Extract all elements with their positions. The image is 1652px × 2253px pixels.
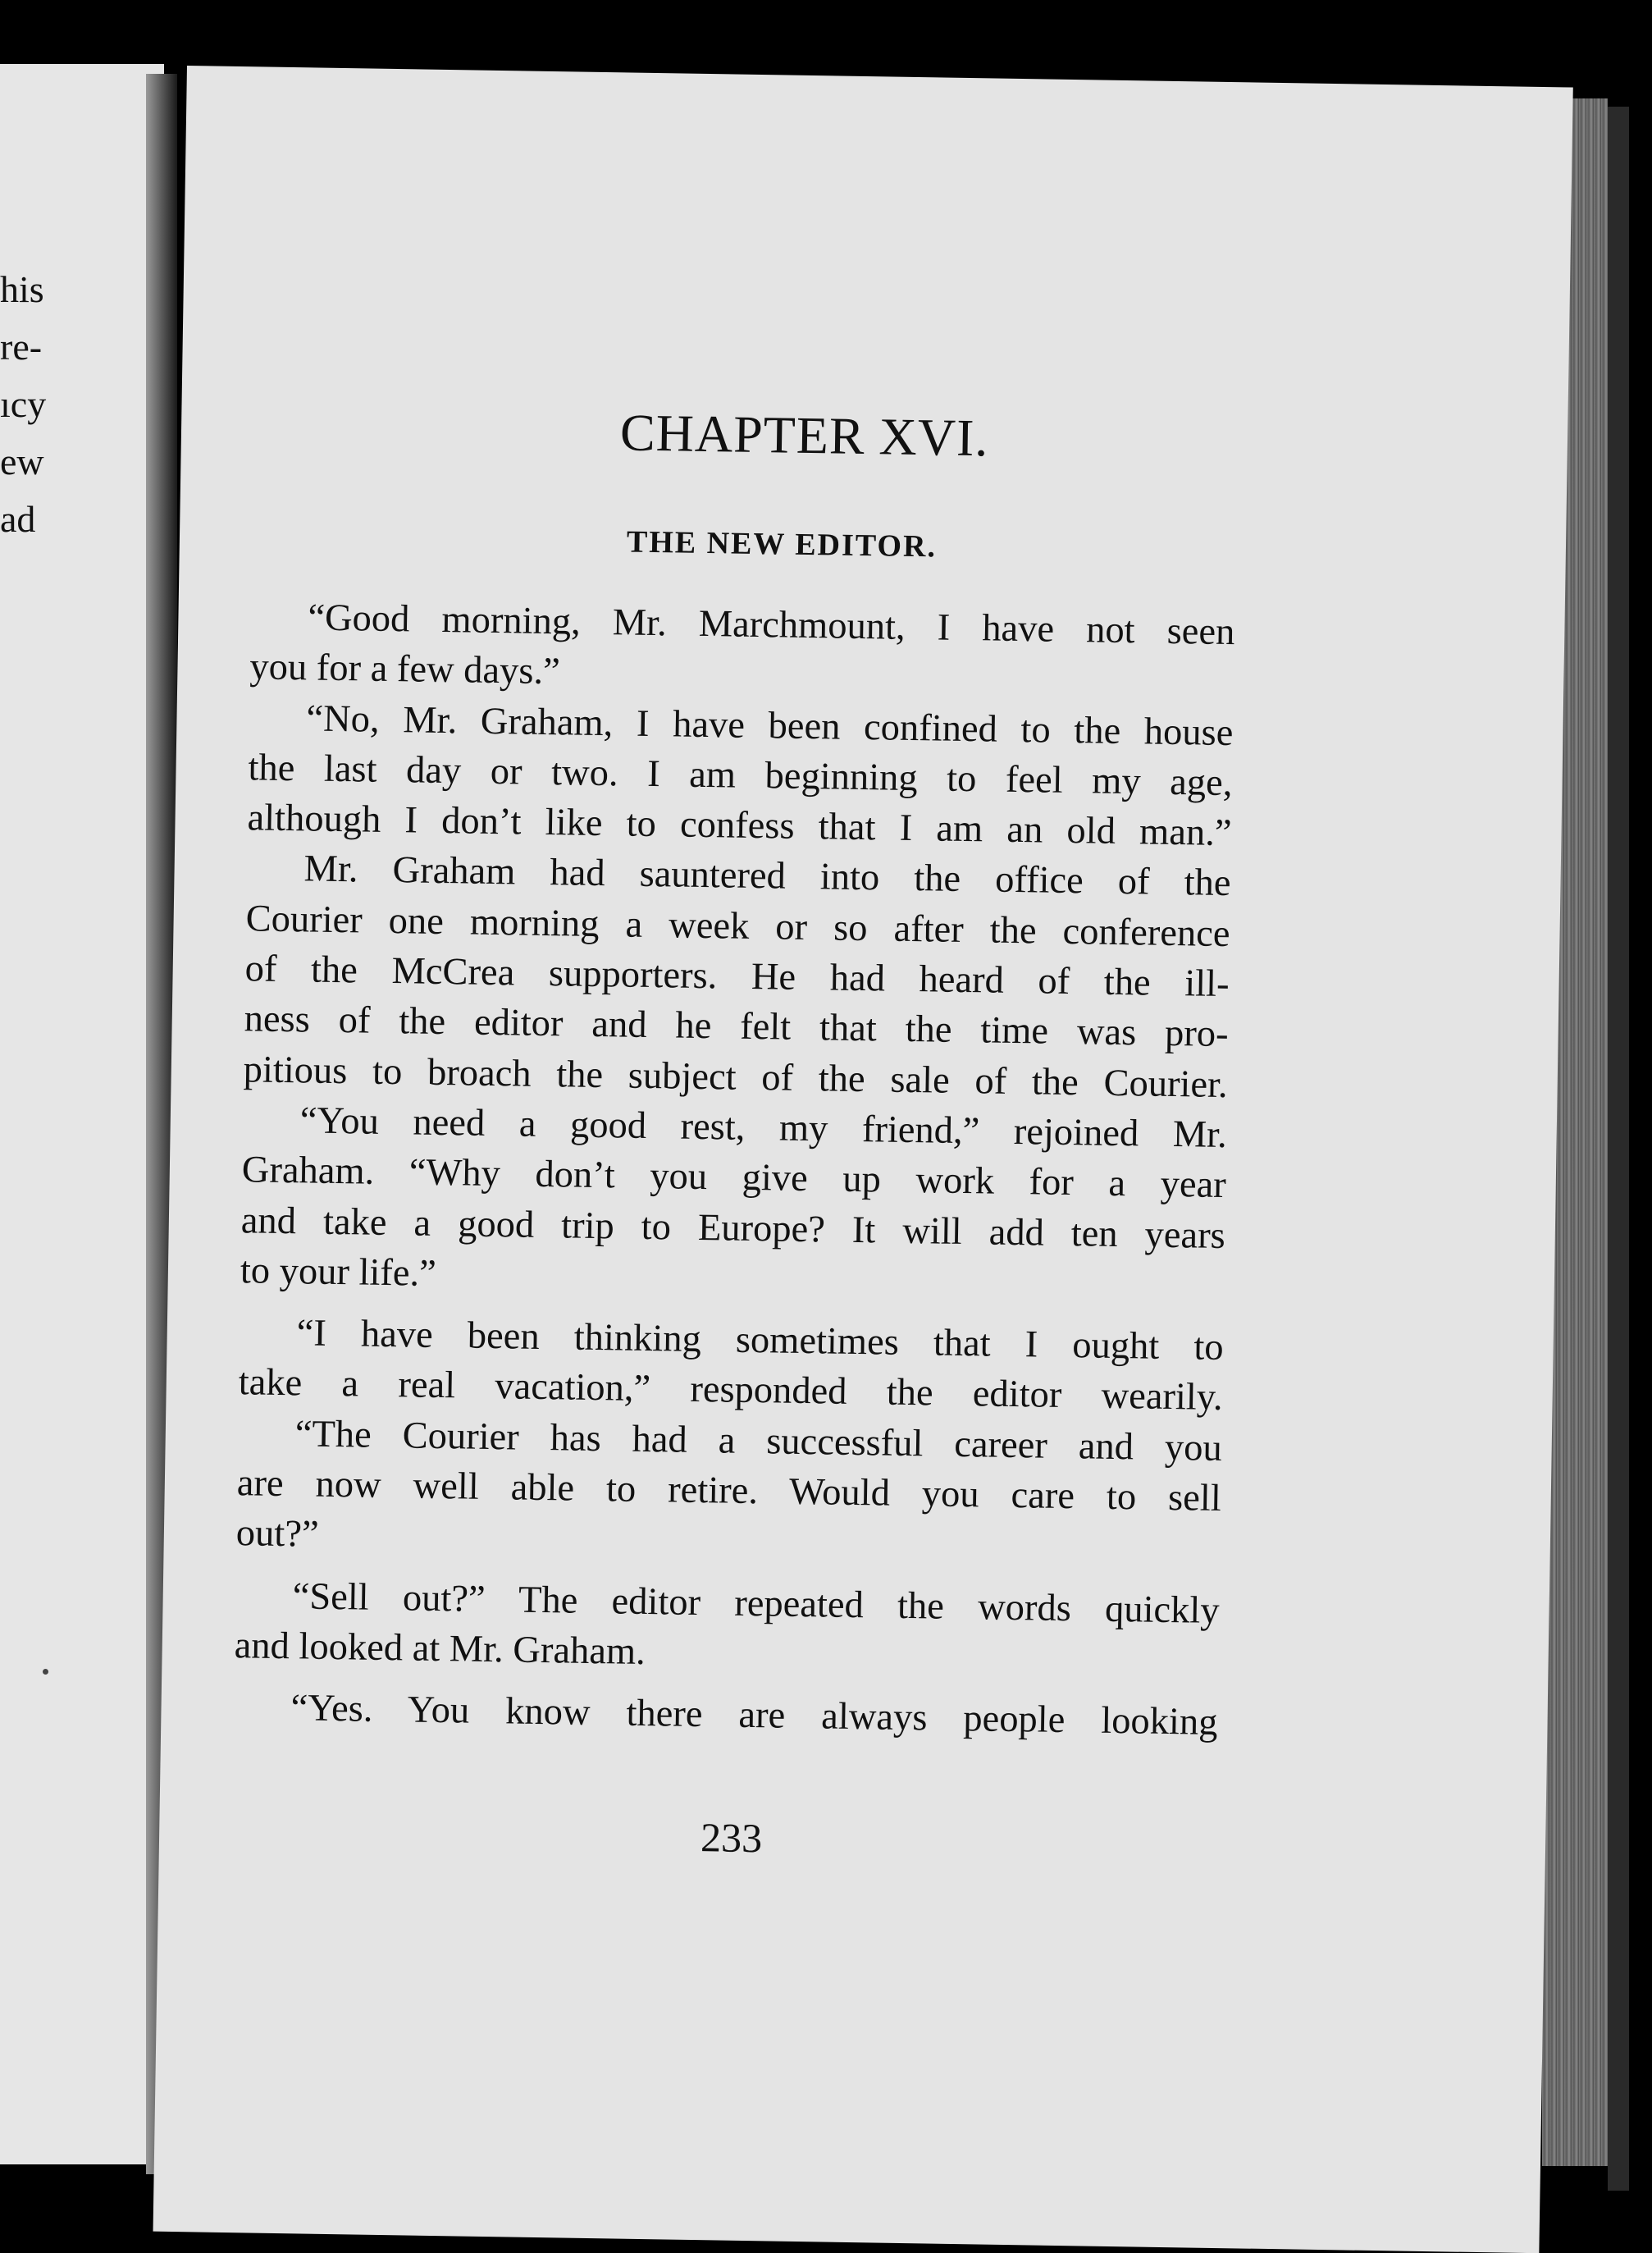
speck (43, 1669, 48, 1675)
text-line: and take a good trip to Europe? It will add ten years (240, 1199, 1226, 1257)
text-line: “The Courier has had a successful career and you (294, 1413, 1223, 1469)
text-line: of the McCrea supporters. He had heard of the ill- (244, 948, 1230, 1006)
text-line: Mr. Graham had sauntered into the office of the (303, 848, 1231, 905)
left-fragment-line: re- (0, 326, 43, 368)
left-fragment-line: ew (0, 441, 44, 482)
chapter-title: CHAPTER XVI. (619, 403, 989, 468)
text-line: to your life.” (240, 1250, 437, 1295)
left-fragment-line: ad (0, 498, 36, 540)
text-line: the last day or two. I am beginning to feel my age, (248, 747, 1233, 805)
text-line: you for a few days.” (249, 646, 561, 693)
text-line: and looked at Mr. Graham. (234, 1625, 646, 1673)
text-line: pitious to broach the subject of the sale of the Courier. (243, 1048, 1229, 1106)
left-page-text (0, 261, 46, 548)
text-line: “You need a good rest, my friend,” rejoined Mr. (299, 1099, 1228, 1157)
text-line: “No, Mr. Graham, I have been confined to the house (306, 697, 1234, 754)
text-line: ness of the editor and he felt that the time was pro- (244, 998, 1230, 1056)
page-corner (1368, 2189, 1442, 2241)
book-cover-edge (1608, 107, 1629, 2191)
book-page (153, 66, 1573, 2253)
page-number: 233 (700, 1814, 763, 1862)
text-line: Graham. “Why don’t you give up work for a year (241, 1149, 1227, 1207)
text-line: take a real vacation,” responded the editor wearily. (238, 1361, 1224, 1419)
left-fragment-line: ıcy (0, 383, 47, 425)
text-line: “Good morning, Mr. Marchmount, I have not seen (308, 596, 1235, 654)
text-line: are now well able to retire. Would you care to sell (236, 1462, 1222, 1520)
text-line: Courier one morning a week or so after the conference (245, 898, 1230, 955)
text-line: out?” (235, 1512, 319, 1556)
text-line: “Yes. You know there are always people looking (290, 1687, 1218, 1744)
chapter-subtitle: THE NEW EDITOR. (626, 524, 938, 564)
text-line: although I don’t like to confess that I am an old man.” (247, 797, 1232, 855)
body-text (233, 592, 1235, 1748)
text-line: “Sell out?” The editor repeated the words quickly (292, 1574, 1220, 1632)
left-fragment-line: his (0, 268, 44, 310)
text-line: “I have been thinking sometimes that I ought to (296, 1312, 1225, 1369)
